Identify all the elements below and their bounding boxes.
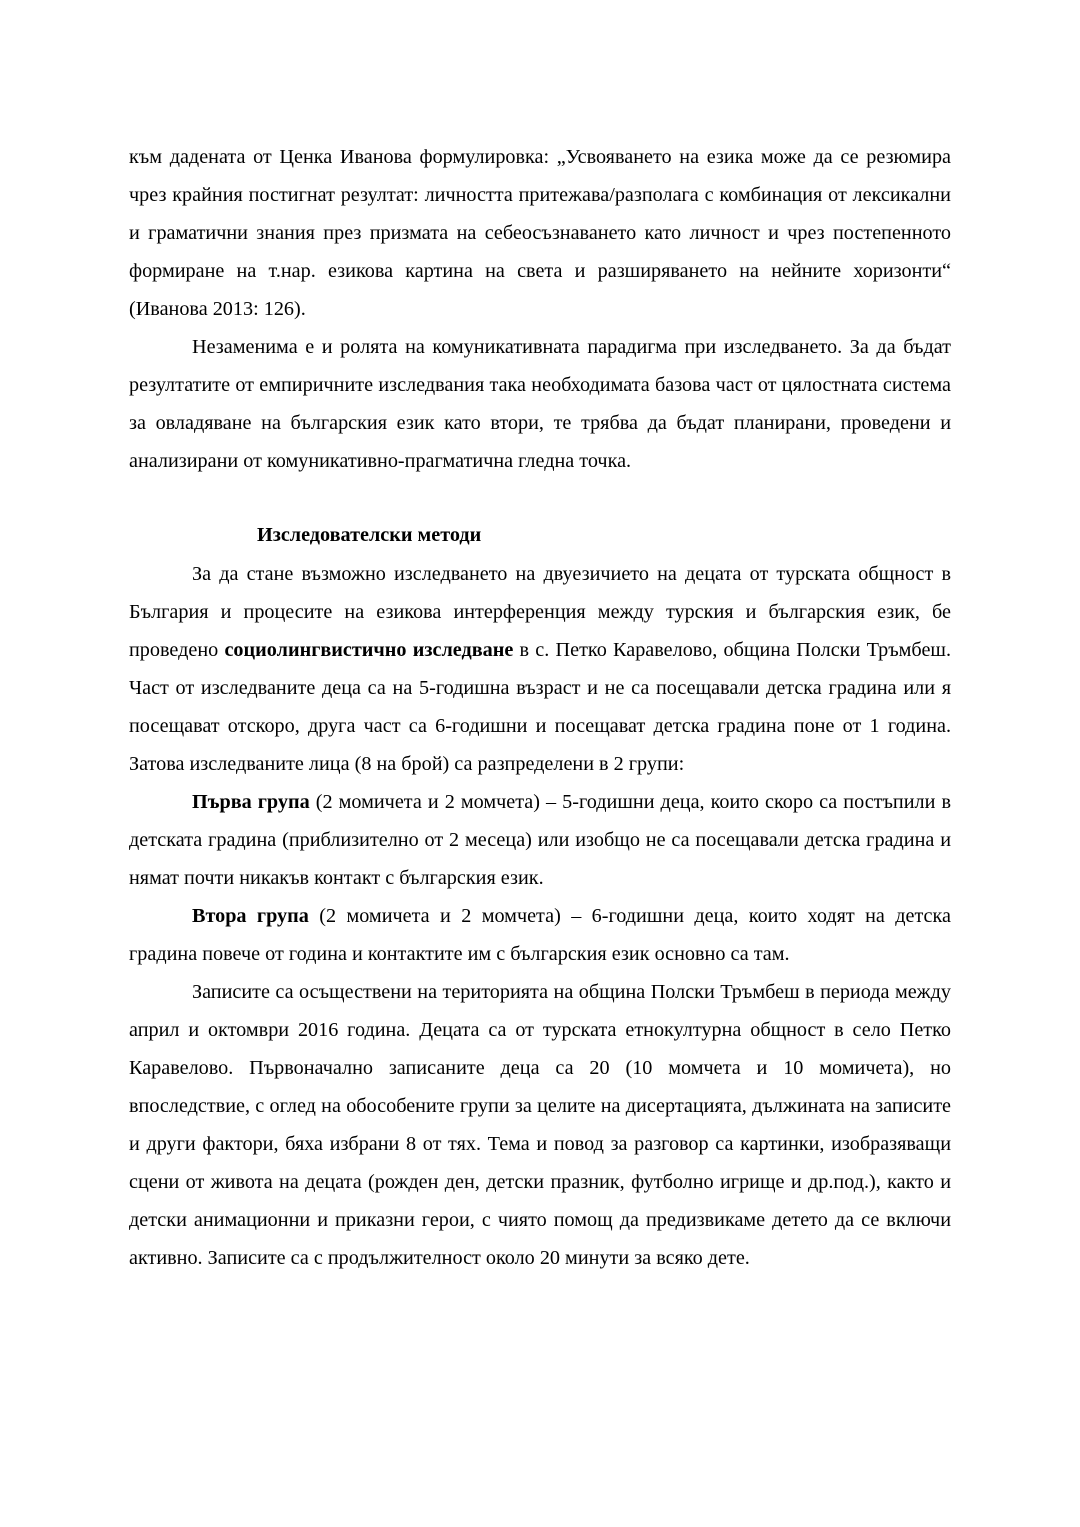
section-heading: Изследователски методи xyxy=(257,524,482,546)
paragraph-5 xyxy=(129,897,951,973)
paragraph-2: Незаменима е и ролята на комуникативната парадигма при изследването. За да бъдат резултатите от емпиричните изследвания така необходимата базова част от цялостната система за овладяване на българския език като втори, те трябва да бъдат планирани, проведени и анализирани от комуникативно-прагматична гледна точка. xyxy=(129,336,951,472)
paragraph-1: към дадената от Ценка Иванова формулировка: „Усвояването на езика може да се резюмира чрез крайния постигнат резултат: личността притежава/разполага с комбинация от лексикални и граматични знания през призмата на себеосъзнаването като личност и чрез постепенното формиране на т.нар. езикова картина на света и разширяването на нейните хоризонти“ (Иванова 2013: 126). xyxy=(129,146,951,320)
paragraph-4 xyxy=(129,783,951,897)
paragraph-3-text-b: в с. Петко Каравелово, община Полски Тръмбеш. Част от изследваните деца са на 5-годишна възраст и не са посещавали детска градина или я посещават отскоро, друга част са 6-годишни и посещават детска градина поне от 1 година. Затова изследваните лица (8 на брой) са разпределени в 2 групи: xyxy=(129,639,951,775)
paragraph-3 xyxy=(129,555,951,783)
text-block-top xyxy=(129,138,951,480)
paragraph-5-text: (2 момичета и 2 момчета) – 6-годишни деца, които ходят на детска градина повече от година и контактите им с българския език основно са там. xyxy=(129,905,951,965)
group-1-label: Първа група xyxy=(192,791,310,813)
text-block-methods xyxy=(129,555,951,1277)
paragraph-6: Записите са осъществени на територията на община Полски Тръмбеш в периода между април и октомври 2016 година. Децата са от турската етнокултурна общност в село Петко Каравелово. Първоначално записаните деца са 20 (10 момчета и 10 момичета), но впоследствие, с оглед на обособените групи за целите на дисертацията, дължината на записите и други фактори, бяха избрани 8 от тях. Тема и повод за разговор са картинки, изобразяващи сцени от живота на децата (рожден ден, детски празник, футболно игрище и др.под.), както и детски анимационни и приказни герои, с чиято помощ да предизвикаме детето да се включи активно. Записите са с продължителност около 20 минути за всяко дете. xyxy=(129,981,951,1269)
paragraph-4-text: (2 момичета и 2 момчета) – 5-годишни деца, които скоро са постъпили в детската градина (приблизително от 2 месеца) или изобщо не са посещавали детска градина и нямат почти никакъв контакт с българския език. xyxy=(129,791,951,889)
paragraph-3-text-a: За да стане възможно изследването на двуезичието на децата от турската общност в България и процесите на езикова интерференция между турския и българския език, бе проведено xyxy=(129,563,951,661)
group-2-label: Втора група xyxy=(192,905,309,927)
paragraph-3-bold: социолингвистично изследване xyxy=(224,639,514,661)
